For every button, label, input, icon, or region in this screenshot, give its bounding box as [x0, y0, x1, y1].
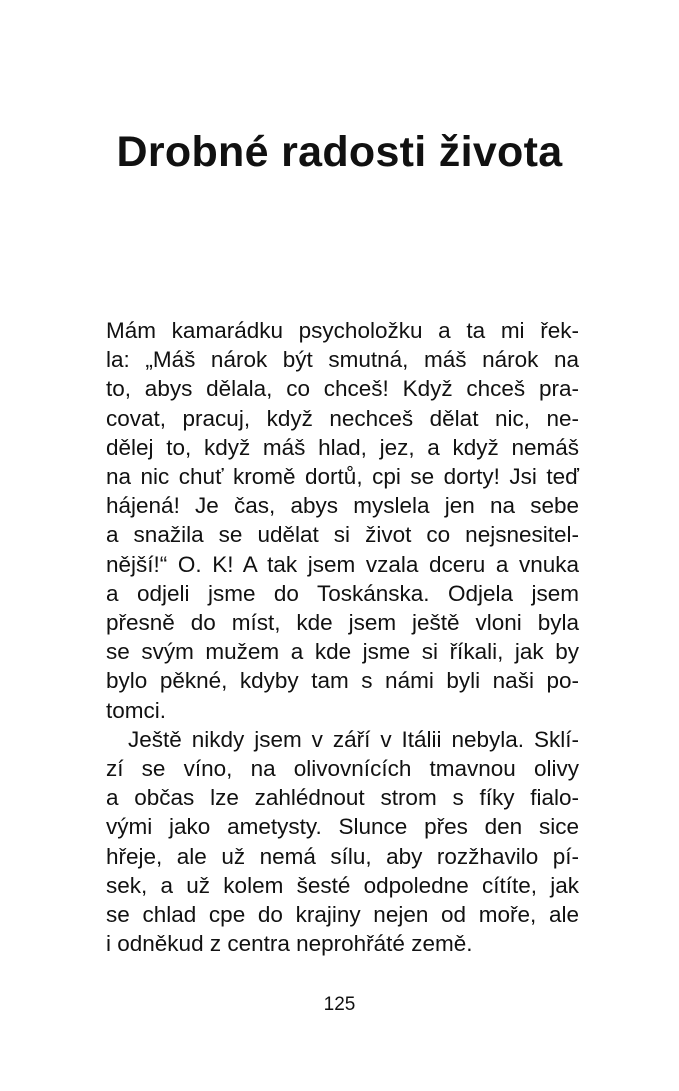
page-number: 125: [323, 994, 356, 1015]
text-line: hájená! Je čas, abys myslela jen na sebe: [106, 493, 579, 519]
text-line: i odněkud z centra neprohřáté země.: [106, 931, 473, 957]
text-line: to, abys dělala, co chceš! Když chceš pra-: [106, 376, 579, 402]
text-line: covat, pracuj, když nechceš dělat nic, ne-: [106, 405, 579, 431]
text-line: la: „Máš nárok být smutná, máš nárok na: [106, 347, 579, 373]
text-line: zí se víno, na olivovnících tmavnou olivy: [106, 756, 579, 782]
text-line: dělej to, když máš hlad, jez, a když nemáš: [106, 434, 579, 460]
text-line: se chlad cpe do krajiny nejen od moře, ale: [106, 902, 579, 928]
text-line: sek, a už kolem šesté odpoledne cítíte, jak: [106, 872, 579, 898]
text-line: Ještě nikdy jsem v září v Itálii nebyla. Sklí-: [128, 726, 579, 752]
text-line: vými jako ametysty. Slunce přes den sice: [106, 814, 579, 840]
paragraph-2: [106, 725, 579, 959]
chapter-title: Drobné radosti života: [116, 128, 563, 176]
text-line: nější!“ O. K! A tak jsem vzala dceru a vnuka: [106, 551, 579, 577]
text-line: a odjeli jsme do Toskánska. Odjela jsem: [106, 580, 579, 606]
text-line: hřeje, ale už nemá sílu, aby rozžhavilo pí-: [106, 843, 579, 869]
text-line: Mám kamarádku psycholožku a ta mi řek-: [106, 318, 579, 343]
text-line: na nic chuť kromě dortů, cpi se dorty! Jsi teď: [106, 464, 579, 490]
text-line: bylo pěkné, kdyby tam s námi byli naši po-: [106, 668, 579, 694]
text-line: tomci.: [106, 697, 167, 723]
text-line: se svým mužem a kde jsme si říkali, jak by: [106, 639, 579, 665]
paragraph-1: [106, 316, 579, 725]
text-line: přesně do míst, kde jsem ještě vloni byla: [106, 610, 579, 636]
text-line: a občas lze zahlédnout strom s fíky fialo-: [106, 785, 579, 811]
text-line: a snažila se udělat si život co nejsnesitel-: [106, 522, 579, 548]
body-text: [106, 316, 579, 958]
